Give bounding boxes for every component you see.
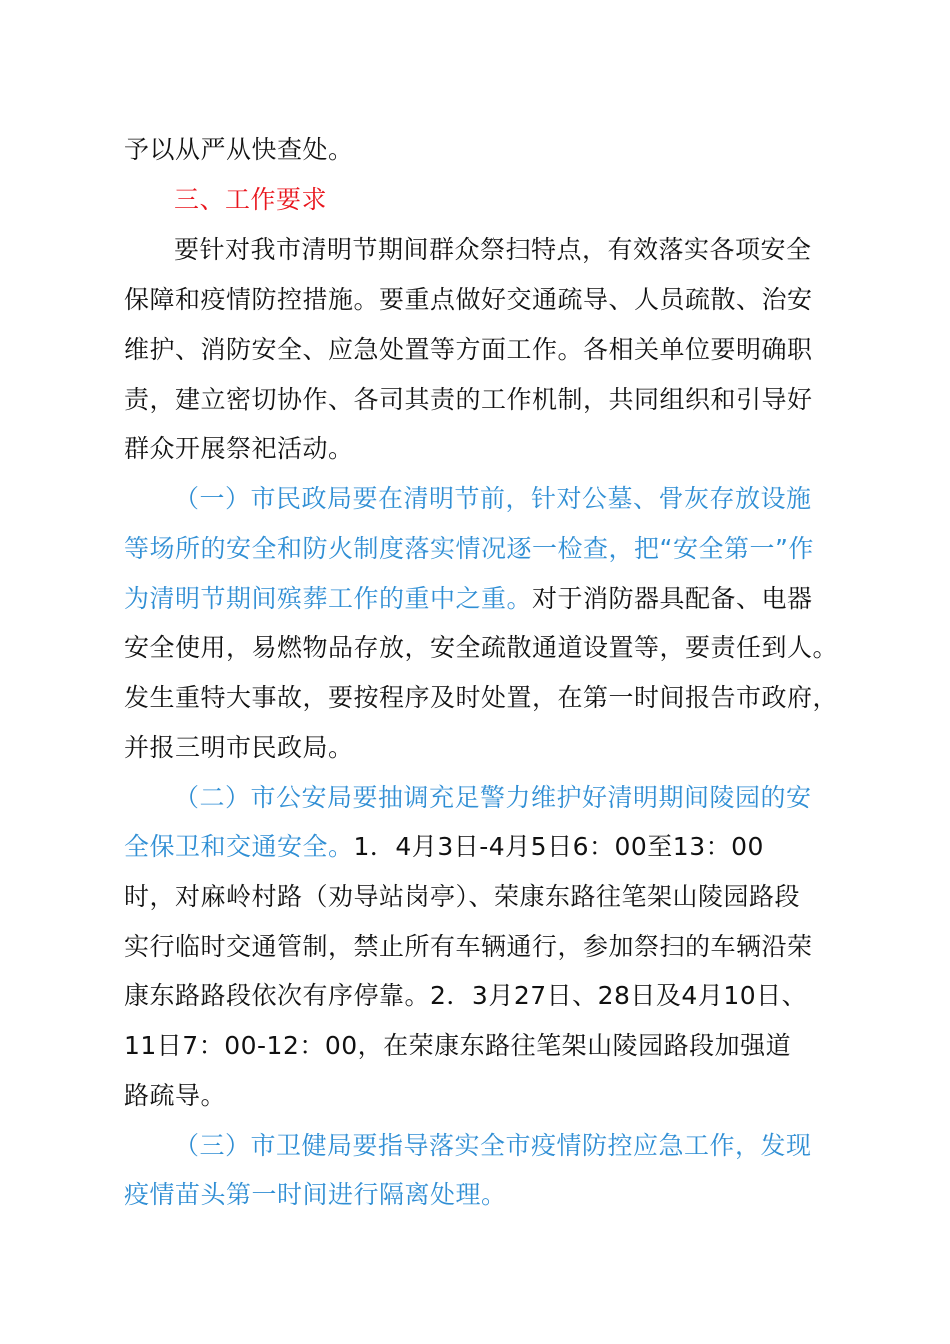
text-segment: 路疏导。 [124, 1081, 227, 1110]
text-line [124, 380, 813, 420]
text-line [124, 827, 764, 867]
text-segment: 群众开展祭祀活动。 [124, 434, 354, 463]
text-segment: 要针对我市清明节期间群众祭扫特点，有效落实各项安全 [174, 235, 812, 264]
text-segment: 疫情苗头第一时间进行隔离处理。 [124, 1180, 507, 1209]
text-segment: 维护、消防安全、应急处置等方面工作。各相关单位要明确职 [124, 335, 813, 364]
text-line [124, 976, 807, 1016]
text-line [124, 927, 813, 967]
text-line [124, 429, 354, 469]
text-line [124, 579, 813, 619]
text-segment: 对于消防器具配备、电器 [532, 584, 813, 613]
text-line [174, 778, 812, 818]
text-line [124, 280, 813, 320]
text-line [124, 877, 800, 917]
text-line [174, 479, 812, 519]
text-line [124, 678, 838, 718]
text-line [124, 1026, 791, 1066]
section-heading [174, 180, 327, 220]
text-segment: 予以从严从快查处。 [124, 135, 354, 164]
text-line [124, 728, 354, 768]
text-segment: 康东路路段依次有序停靠。2．3月27日、28日及4月10日、 [124, 981, 808, 1010]
text-segment: 发生重特大事故，要按程序及时处置，在第一时间报告市政府， [124, 683, 839, 712]
text-segment: 三、工作要求 [174, 185, 328, 214]
text-line [124, 330, 813, 370]
text-segment: 等场所的安全和防火制度落实情况逐一检查，把“安全第一”作 [124, 534, 814, 563]
text-segment: 责，建立密切协作、各司其责的工作机制，共同组织和引导好 [124, 385, 813, 414]
text-segment: 实行临时交通管制，禁止所有车辆通行，参加祭扫的车辆沿荣 [124, 932, 813, 961]
text-line [124, 1175, 507, 1215]
text-line [174, 230, 812, 270]
text-segment: 1．4月3日-4月5日6：00至13：00 [353, 832, 764, 861]
text-line [124, 130, 354, 170]
text-segment: 保障和疫情防控措施。要重点做好交通疏导、人员疏散、治安 [124, 285, 813, 314]
text-line [174, 1126, 812, 1166]
text-line [124, 1076, 226, 1116]
text-segment: 全保卫和交通安全。 [124, 832, 354, 861]
text-segment: （二）市公安局要抽调充足警力维护好清明期间陵园的安 [174, 783, 812, 812]
text-segment: 为清明节期间殡葬工作的重中之重。 [124, 584, 533, 613]
text-line [124, 529, 814, 569]
text-segment: 安全使用，易燃物品存放，安全疏散通道设置等，要责任到人。 [124, 633, 839, 662]
text-segment: 11日7：00-12：00，在荣康东路往笔架山陵园路段加强道 [124, 1031, 792, 1060]
text-segment: （三）市卫健局要指导落实全市疫情防控应急工作，发现 [174, 1131, 812, 1160]
text-line [124, 628, 838, 668]
text-segment: （一）市民政局要在清明节前，针对公墓、骨灰存放设施 [174, 484, 812, 513]
text-segment: 时，对麻岭村路（劝导站岗亭）、荣康东路往笔架山陵园路段 [124, 882, 801, 911]
text-segment: 并报三明市民政局。 [124, 733, 354, 762]
